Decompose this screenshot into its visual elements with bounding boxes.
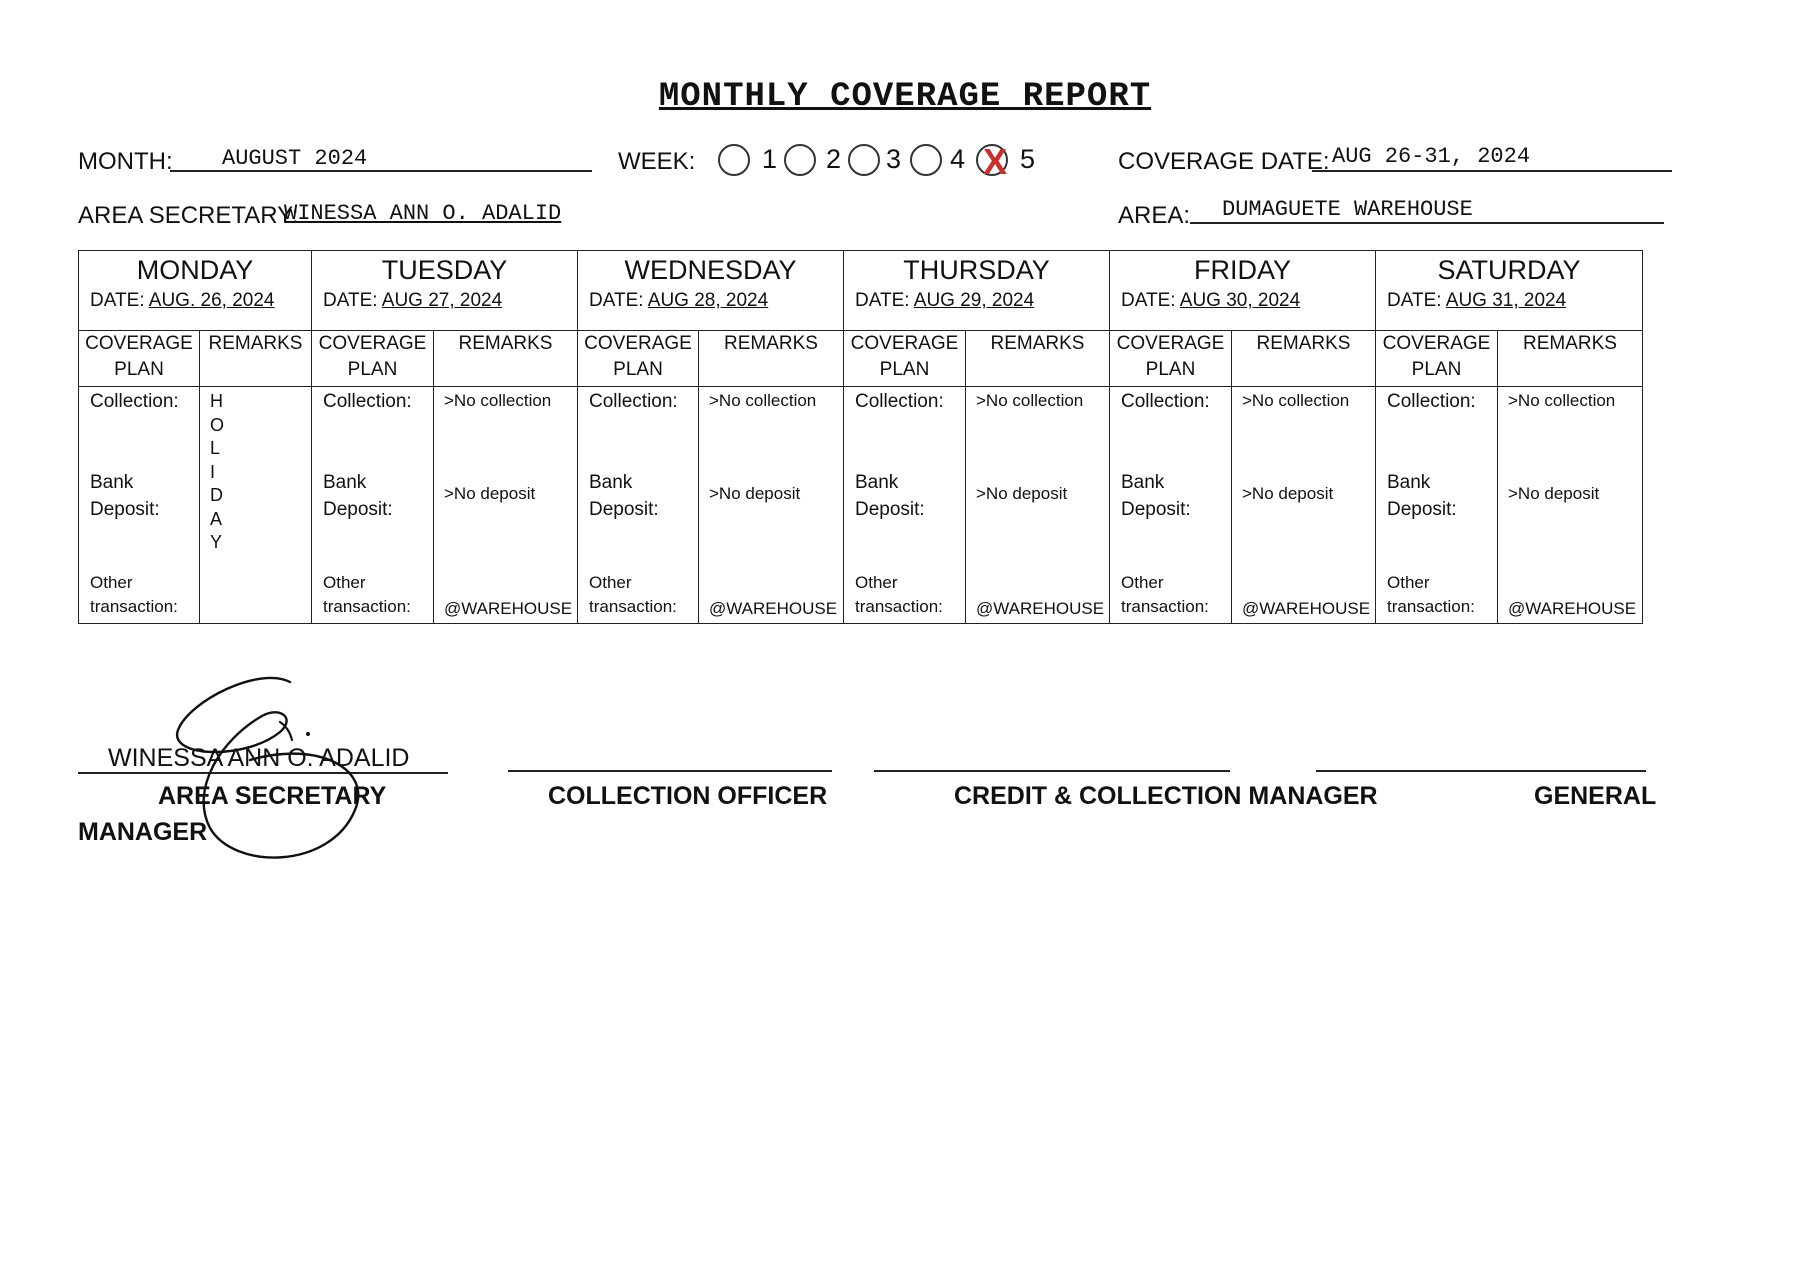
day-name: THURSDAY [903,255,1050,285]
credit-manager-role: CREDIT & COLLECTION MANAGER [954,782,1378,810]
report-title: MONTHLY COVERAGE REPORT [658,78,1152,116]
holiday-letter: L [210,438,221,458]
day-header-row [79,251,1643,331]
month-value[interactable]: AUGUST 2024 [222,146,368,171]
friday-plan-cell [1110,387,1232,624]
remarks-deposit: >No deposit [976,484,1068,503]
general-manager-role-line-2: MANAGER [78,818,208,846]
area-label: AREA: [1118,202,1191,229]
tuesday-remarks-cell [434,387,578,624]
other-transaction-label: Other transaction: [855,573,943,616]
day-name: MONDAY [136,255,254,285]
holiday-letter: D [210,485,223,505]
remarks-block [966,387,1109,623]
monday-remarks-cell [200,387,312,624]
remarks-header: REMARKS [1232,331,1376,387]
other-transaction-label: Other transaction: [589,573,677,616]
collection-officer-signature-line [508,770,832,772]
coverage-body-row [79,387,1643,624]
date-prefix: DATE: [1387,290,1442,311]
remarks-header: REMARKS [1498,331,1643,387]
coverage-date-label: COVERAGE DATE: [1118,148,1330,175]
holiday-letter: O [210,414,225,435]
area-secretary-value[interactable]: WINESSA ANN O. ADALID [284,201,562,226]
area-secretary-label: AREA SECRETARY: [78,202,299,229]
coverage-date-underline [1312,170,1672,172]
remarks-header: REMARKS [200,331,312,387]
remarks-other: @WAREHOUSE [709,599,838,618]
saturday-plan-cell [1376,387,1498,624]
remarks-block [434,387,577,623]
coverage-plan-header: COVERAGE PLAN [1110,331,1232,387]
coverage-plan-header: COVERAGE PLAN [312,331,434,387]
day-header-monday [79,251,312,331]
handwritten-signature [150,670,380,880]
day-date [79,286,311,312]
bank-deposit-label: Bank Deposit: [589,472,659,520]
week-selector [718,141,1048,184]
saturday-remarks-cell [1498,387,1643,624]
remarks-deposit: >No deposit [444,484,536,503]
day-date [578,286,843,312]
date-value: AUG. 26, 2024 [148,290,275,311]
holiday-vertical-text [210,390,230,555]
date-prefix: DATE: [589,290,644,311]
thursday-plan-cell [844,387,966,624]
plan-block [844,387,965,623]
week-5-label: 5 [1020,144,1036,174]
remarks-header: REMARKS [966,331,1110,387]
thursday-remarks-cell [966,387,1110,624]
general-manager-role-line-1: GENERAL [1534,782,1657,810]
date-value: AUG 28, 2024 [647,290,769,311]
date-value: AUG 30, 2024 [1179,290,1301,311]
remarks-block [1498,387,1642,623]
date-prefix: DATE: [323,290,378,311]
coverage-plan-header: COVERAGE PLAN [844,331,966,387]
date-value: AUG 27, 2024 [381,290,503,311]
remarks-other: @WAREHOUSE [1242,599,1371,618]
day-header-tuesday [312,251,578,331]
collection-label: Collection: [589,391,678,412]
area-underline [1190,222,1664,224]
day-date [1110,286,1375,312]
plan-block [1376,387,1497,623]
remarks-deposit: >No deposit [1242,484,1334,503]
holiday-letter: Y [210,532,223,552]
remarks-block [699,387,843,623]
area-value[interactable]: DUMAGUETE WAREHOUSE [1222,197,1473,222]
remarks-other: @WAREHOUSE [444,599,573,618]
week-2-radio[interactable] [784,144,816,176]
other-transaction-label: Other transaction: [1387,573,1475,616]
week-2-label: 2 [826,144,842,174]
day-date [312,286,577,312]
bank-deposit-label: Bank Deposit: [1387,472,1457,520]
coverage-plan-header: COVERAGE PLAN [1376,331,1498,387]
coverage-date-value[interactable]: AUG 26-31, 2024 [1332,144,1531,169]
remarks-collection: >No collection [976,391,1084,410]
date-prefix: DATE: [90,290,145,311]
remarks-collection: >No collection [444,391,552,410]
credit-manager-signature-line [874,770,1230,772]
week-4-radio[interactable] [910,144,942,176]
other-transaction-label: Other transaction: [1121,573,1209,616]
day-name: SATURDAY [1437,255,1581,285]
collection-officer-role: COLLECTION OFFICER [548,782,828,810]
week-4-label: 4 [950,144,966,174]
collection-label: Collection: [323,391,412,412]
day-date [844,286,1109,312]
plan-block [312,387,433,623]
day-name: TUESDAY [381,255,508,285]
wednesday-remarks-cell [699,387,844,624]
day-name: WEDNESDAY [624,255,797,285]
holiday-letter: H [210,391,223,411]
date-value: AUG 29, 2024 [913,290,1035,311]
week-label: WEEK: [618,148,696,175]
remarks-other: @WAREHOUSE [976,599,1105,618]
coverage-table [78,250,1643,624]
collection-label: Collection: [855,391,944,412]
coverage-plan-header: COVERAGE PLAN [79,331,200,387]
date-prefix: DATE: [1121,290,1176,311]
remarks-block [1232,387,1375,623]
bank-deposit-label: Bank Deposit: [323,472,393,520]
other-transaction-label: Other transaction: [90,573,178,616]
day-date [1376,286,1642,312]
day-header-friday [1110,251,1376,331]
tuesday-plan-cell [312,387,434,624]
remarks-collection: >No collection [1508,391,1616,410]
area-secretary-role: AREA SECRETARY [158,782,387,810]
plan-block [1110,387,1231,623]
collection-label: Collection: [1387,391,1476,412]
week-3-label: 3 [886,144,902,174]
day-header-thursday [844,251,1110,331]
day-header-saturday [1376,251,1643,331]
week-3-radio[interactable] [848,144,880,176]
remarks-deposit: >No deposit [1508,484,1600,503]
remarks-collection: >No collection [1242,391,1350,410]
friday-remarks-cell [1232,387,1376,624]
day-name: FRIDAY [1193,255,1291,285]
plan-block [578,387,698,623]
collection-label: Collection: [90,391,179,412]
collection-label: Collection: [1121,391,1210,412]
bank-deposit-label: Bank Deposit: [855,472,925,520]
remarks-deposit: >No deposit [709,484,801,503]
holiday-letter: I [210,461,216,482]
bank-deposit-label: Bank Deposit: [1121,472,1191,520]
other-transaction-label: Other transaction: [323,573,411,616]
remarks-header: REMARKS [699,331,844,387]
date-prefix: DATE: [855,290,910,311]
bank-deposit-label: Bank Deposit: [90,472,160,520]
remarks-other: @WAREHOUSE [1508,599,1637,618]
remarks-header: REMARKS [434,331,578,387]
plan-block [79,387,199,623]
holiday-letter: A [210,508,223,529]
wednesday-plan-cell [578,387,699,624]
week-5-check-mark: X [983,141,1008,182]
coverage-plan-header: COVERAGE PLAN [578,331,699,387]
day-header-wednesday [578,251,844,331]
general-manager-signature-line [1316,770,1646,772]
month-label: MONTH: [78,148,173,175]
date-value: AUG 31, 2024 [1445,290,1567,311]
area-secretary-signed-name: WINESSA ANN O. ADALID [108,744,410,772]
monday-plan-cell [79,387,200,624]
week-1-label: 1 [762,144,778,174]
column-header-row [79,331,1643,387]
week-1-radio[interactable] [718,144,750,176]
remarks-collection: >No collection [709,391,817,410]
remarks-block [200,387,311,623]
